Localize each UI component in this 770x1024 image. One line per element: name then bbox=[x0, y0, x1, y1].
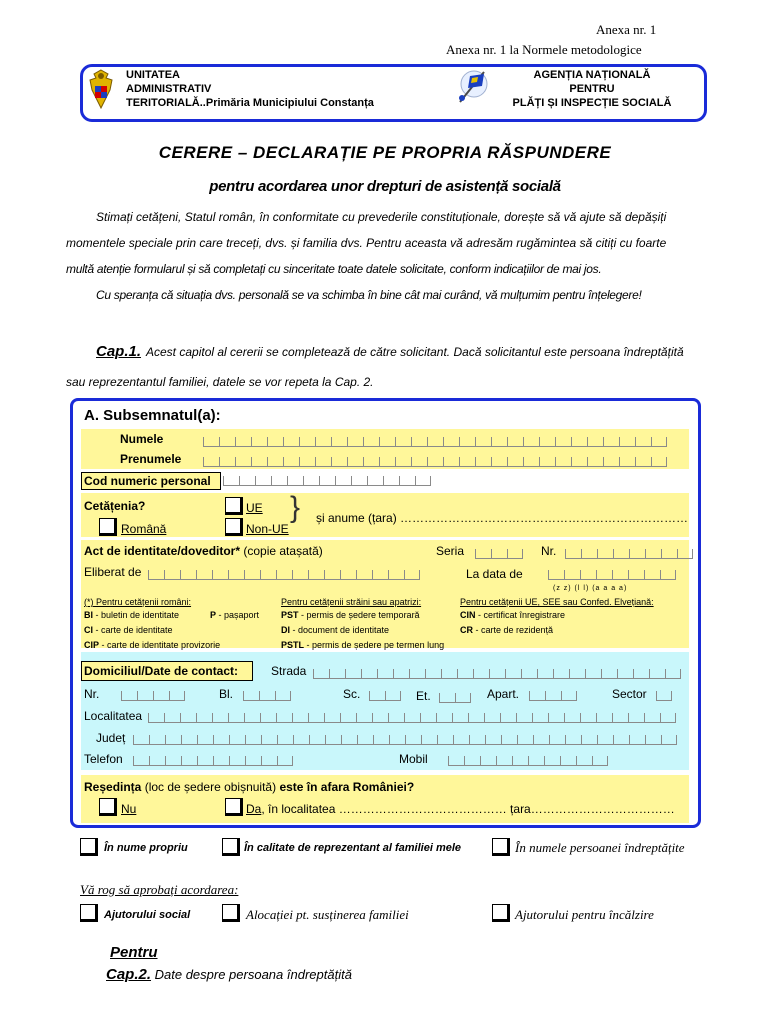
staircase-field[interactable] bbox=[369, 691, 401, 701]
cap1-text-line-2: sau reprezentantul familiei, datele se vor repeta la Cap. 2. bbox=[66, 375, 374, 389]
citizenship-label: Cetățenia? bbox=[84, 499, 146, 513]
county-field[interactable] bbox=[133, 735, 677, 745]
locality-field[interactable] bbox=[148, 713, 676, 723]
domicile-label: Domiciliul/Date de contact: bbox=[84, 664, 239, 678]
own-name-checkbox[interactable] bbox=[80, 838, 98, 856]
block-label: Bl. bbox=[219, 687, 234, 701]
series-label: Seria bbox=[436, 544, 465, 558]
floor-field[interactable] bbox=[439, 693, 471, 703]
family-allowance-label: Alocației pt. susținerea familiei bbox=[246, 907, 409, 922]
number-label: Nr. bbox=[541, 544, 557, 558]
national-agency-name: AGENȚIA NAȚIONALĂ PENTRU PLĂȚI ȘI INSPECȚIE SOCIALĂ bbox=[512, 69, 672, 109]
intro-line-3: multă atenție formularul și să completați cu sinceritate toate datele solicitate, conform indicațiilor de mai jos. bbox=[66, 262, 602, 276]
last-name-label: Numele bbox=[120, 432, 164, 446]
issued-by-label: Eliberat de bbox=[84, 565, 142, 579]
street-label: Strada bbox=[271, 664, 307, 678]
sector-field[interactable] bbox=[656, 691, 672, 701]
annex-normative: Anexa nr. 1 la Normele metodologice bbox=[446, 42, 642, 57]
last-name-field[interactable] bbox=[203, 437, 667, 447]
street-number-label: Nr. bbox=[84, 687, 100, 701]
cap1-label: Cap.1. bbox=[96, 343, 142, 360]
intro-line-4: Cu speranța că situația dvs. personală se va schimba în bine cât mai curând, vă mulțumim pentru înțelegere! bbox=[96, 288, 642, 302]
eu-docs-title: Pentru cetățenii UE, SEE sau Confed. Elvețiană: bbox=[460, 597, 654, 607]
country-specification[interactable]: și anume (țara) ……………………………………………………………… bbox=[316, 511, 689, 525]
passport-note: P - pașaport bbox=[210, 610, 260, 620]
local-authority-name: UNITATEA ADMINISTRATIV TERITORIALĂ..Primăria Municipiului Constanța bbox=[126, 69, 374, 109]
staircase-label: Sc. bbox=[343, 687, 361, 701]
foreign-docs-title: Pentru cetățenii străini sau apatrizi: bbox=[281, 597, 422, 607]
agency-logo-icon bbox=[450, 64, 494, 108]
eu-checkbox[interactable] bbox=[225, 497, 243, 515]
bi-note: BI - buletin de identitate bbox=[84, 610, 180, 620]
page-title: CERERE – DECLARAȚIE PE PROPRIA RĂSPUNDERE bbox=[158, 143, 612, 162]
phone-label: Telefon bbox=[84, 752, 123, 766]
social-aid-checkbox[interactable] bbox=[80, 904, 98, 922]
identity-document-label: Act de identitate/doveditor* (copie atașată) bbox=[84, 544, 323, 558]
family-representative-label: În calitate de reprezentant al familiei mele bbox=[244, 842, 462, 854]
family-allowance-checkbox[interactable] bbox=[222, 904, 240, 922]
street-number-field[interactable] bbox=[121, 691, 185, 701]
first-name-label: Prenumele bbox=[120, 452, 182, 466]
block-field[interactable] bbox=[243, 691, 291, 701]
apartment-label: Apart. bbox=[487, 687, 520, 701]
request-prompt: Vă rog să aprobați acordarea: bbox=[80, 882, 239, 897]
cnp-field[interactable] bbox=[223, 476, 431, 486]
entitled-person-checkbox[interactable] bbox=[492, 838, 510, 856]
social-aid-label: Ajutorului social bbox=[104, 909, 191, 921]
page-subtitle: pentru acordarea unor drepturi de asistență socială bbox=[209, 178, 561, 195]
issue-date-field[interactable] bbox=[548, 570, 676, 580]
mobile-label: Mobil bbox=[399, 752, 428, 766]
section-a-title: A. Subsemnatul(a): bbox=[84, 407, 221, 424]
family-representative-checkbox[interactable] bbox=[222, 838, 240, 856]
floor-label: Et. bbox=[416, 689, 431, 703]
heating-aid-checkbox[interactable] bbox=[492, 904, 510, 922]
residence-no-label: Nu bbox=[121, 802, 137, 816]
cin-note: CIN - certificat înregistrare bbox=[460, 610, 566, 620]
residence-no-checkbox[interactable] bbox=[99, 798, 117, 816]
intro-line-1: Stimați cetățeni, Statul român, în conformitate cu prevederile constituționale, dorește să vă ajute să depășiți bbox=[96, 210, 667, 224]
residence-question: Reședința (loc de ședere obișnuită) este în afara României? bbox=[84, 780, 415, 794]
applicant-form bbox=[70, 398, 701, 828]
pstl-note: PSTL - permis de ședere pe termen lung bbox=[281, 640, 445, 650]
locality-label: Localitatea bbox=[84, 709, 143, 723]
ci-note: CI - carte de identitate bbox=[84, 625, 173, 635]
eu-option-label: UE bbox=[246, 501, 263, 515]
entitled-person-label: În numele persoanei îndreptățite bbox=[515, 840, 685, 855]
di-note: DI - document de identitate bbox=[281, 625, 390, 635]
street-field[interactable] bbox=[313, 669, 681, 679]
cap2-heading: Cap.2. Date despre persoana îndreptățită bbox=[106, 966, 352, 983]
residence-yes-checkbox[interactable] bbox=[225, 798, 243, 816]
date-format-hint: (z z) (l l) (a a a a) bbox=[553, 585, 628, 592]
first-name-field[interactable] bbox=[203, 457, 667, 467]
non-eu-checkbox[interactable] bbox=[225, 518, 243, 536]
romanian-docs-title: (*) Pentru cetățenii români: bbox=[84, 597, 192, 607]
annex-number: Anexa nr. 1 bbox=[596, 22, 657, 37]
residence-yes-label[interactable]: Da, în localitatea …………………………………… țara……………………………… bbox=[246, 802, 675, 816]
coat-of-arms-icon bbox=[86, 68, 116, 110]
heating-aid-label: Ajutorului pentru încălzire bbox=[515, 907, 654, 922]
for-label: Pentru bbox=[110, 944, 158, 961]
cip-note: CIP - carte de identitate provizorie bbox=[84, 640, 221, 650]
issued-by-field[interactable] bbox=[148, 570, 420, 580]
romanian-option-label: Română bbox=[121, 522, 167, 536]
phone-field[interactable] bbox=[133, 756, 293, 766]
non-eu-option-label: Non-UE bbox=[246, 522, 289, 536]
intro-line-2: momentele speciale prin care treceți, dvs. și familia dvs. Pentru aceasta vă adresăm rugămintea să citiți cu foarte bbox=[66, 236, 667, 250]
document-number-field[interactable] bbox=[565, 549, 693, 559]
series-field[interactable] bbox=[475, 549, 523, 559]
issue-date-label: La data de bbox=[466, 567, 523, 581]
romanian-checkbox[interactable] bbox=[99, 518, 117, 536]
cnp-label: Cod numeric personal bbox=[84, 474, 211, 488]
own-name-label: În nume propriu bbox=[104, 842, 188, 854]
sector-label: Sector bbox=[612, 687, 647, 701]
pst-note: PST - permis de ședere temporară bbox=[281, 610, 420, 620]
apartment-field[interactable] bbox=[529, 691, 577, 701]
cr-note: CR - carte de rezidență bbox=[460, 625, 554, 635]
cap1-text-line-1: Acest capitol al cererii se completează de către solicitant. Dacă solicitantul este persoana îndreptățită bbox=[146, 345, 684, 359]
mobile-field[interactable] bbox=[448, 756, 608, 766]
brace-icon: } bbox=[290, 491, 301, 524]
county-label: Județ bbox=[96, 731, 126, 745]
